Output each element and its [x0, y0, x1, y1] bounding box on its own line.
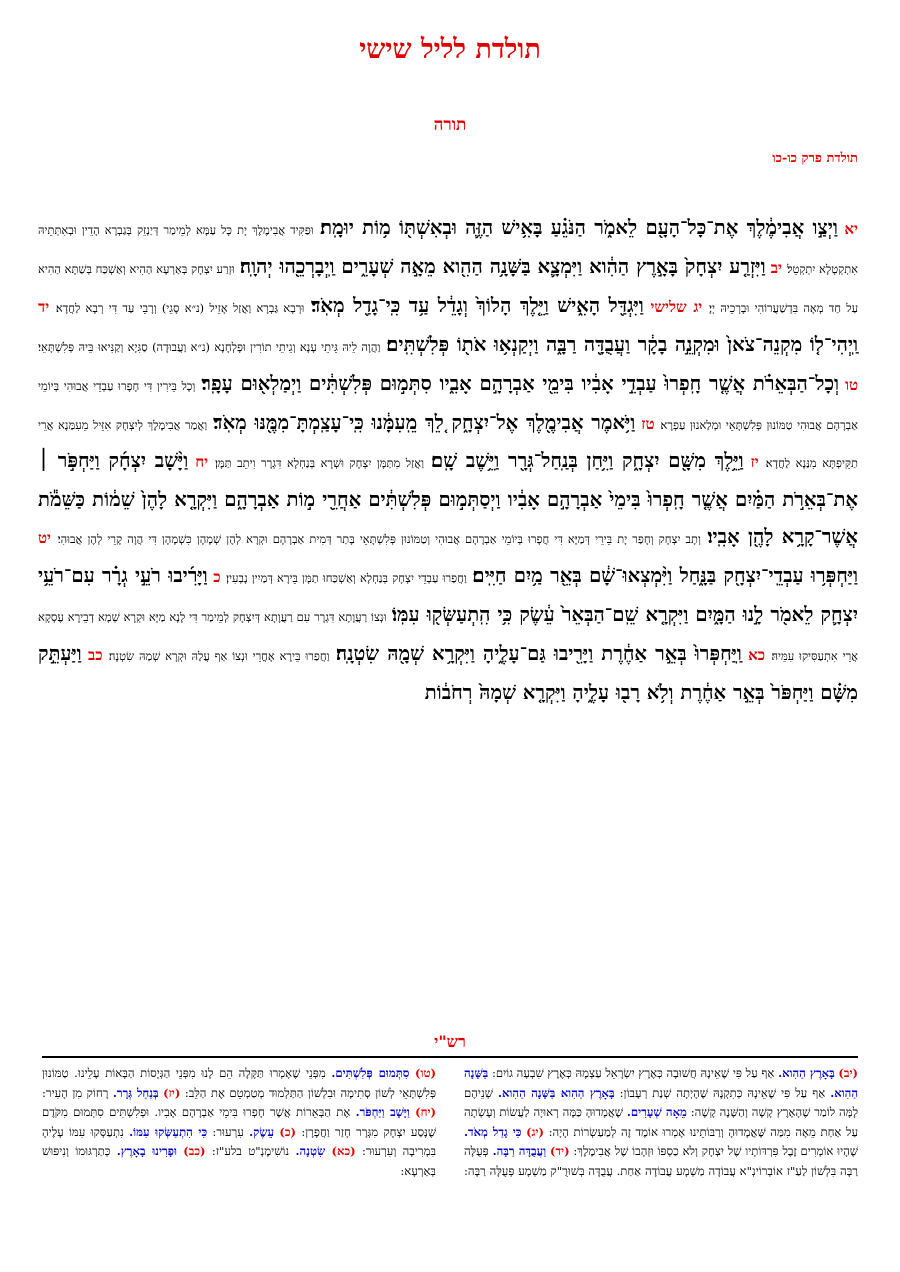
- onkelos-translation: וַהֲוָה לֵיהּ גֵּיתֵי עָנָא וְגֵיתֵי תוֹרִין וּפָלְחָנָא (נ״א וַעֲבוּדָה) סַגִּיָא וְקַנִּיאוּ בֵּיהּ פְּלִשְׁתָּאֵי׃: [38, 339, 381, 354]
- rashi-comment-text: פְּעֻלָּה רַבָּה בִּלְשׁוֹן לַעַ"ז אוֹבְרוֹינְ"א עֲבוֹדָה מַשְׁמָע עֲבוֹדָה אַחַת. עֲבֻדָּה בְּשׁוּרֻ"ק מַשְׁמָע פְּעֻלָּה רַבָּה:: [464, 1144, 858, 1178]
- verse: [208, 449, 759, 473]
- verse-text: וַיִּזְרַ֤ע יִצְחָק֙ בָּאָ֣רֶץ הַהִ֔וא וַיִּמְצָ֛א בַּשָּׁנָ֥ה הַהִ֖וא מֵאָ֣ה שְׁעָרִ֑ים וַֽיְבָרְכֵ֖הוּ יְהוָֽה׃: [239, 254, 766, 278]
- verse-number: יז: [750, 453, 759, 472]
- verse-text: וַיַּחְפְּר֥וּ עַבְדֵֽי־יִצְחָ֖ק בַּנָּ֑חַל וַיִּ֨מְצְאוּ־שָׁ֔ם בְּאֵ֖ר מַ֥יִם חַיִּֽים׃: [472, 564, 858, 588]
- rashi-comment-text: מִפְּנֵי שֶׁאָמְרוּ תַּקָּלָה הֵם לָנוּ מִפְּנֵי הַגְּיָסוֹת הַבָּאוֹת עָלֵינוּ. טַמּוֹנוּן פְּלִשְׁתָּאֵי לְשׁוֹן סְתִימָה וּבִלְשׁוֹן הַתַּלְמוּד מְטַמְטֵם אֶת הַלֵּב:: [42, 1066, 437, 1100]
- onkelos-translation: וְכָל בֵּירִין דִּי חָפָרוּ עַבְדֵי אֲבוּהִי בְּיוֹמֵי אַבְרָהָם אֲבוּהִי טַמּוֹנוּן פְּלִשְׁתָּאֵי וּמְלַאנוּן עַפְרָא׃: [38, 378, 859, 432]
- rashi-dibur-hamatchil: וּפָרִינוּ בָאָרֶץ.: [116, 1144, 177, 1159]
- torah-text: [38, 210, 858, 712]
- page-title: תולדת לליל שישי: [359, 34, 541, 65]
- rashi-dibur-hamatchil: בְּנַחַל גְּרָר.: [112, 1085, 159, 1100]
- rashi-verse-ref: (יח): [415, 1105, 437, 1120]
- rashi-paragraph: [42, 1064, 858, 1182]
- verse-number: כב: [88, 645, 103, 664]
- rashi-dibur-hamatchil: כִּי גָדַל מְאֹד.: [464, 1124, 522, 1139]
- rashi-comment-text: נִתְעַסְּקוּ עִמּוֹ עָלֶיהָ בִּמְרִיבָה וְעִרְעוּר:: [42, 1124, 437, 1159]
- rashi-comment-text: עִרְעוּר:: [212, 1124, 244, 1139]
- rashi-dibur-hamatchil: מֵאָה שְׁעָרִים.: [626, 1105, 687, 1120]
- verse-number: יח: [195, 453, 209, 472]
- verse-number: כ: [213, 568, 221, 587]
- rashi-dibur-hamatchil: כִּי הִתְעַשְּׂקוּ עִמּוֹ.: [129, 1124, 208, 1139]
- verse-number: יט: [38, 529, 51, 548]
- verse: [49, 293, 703, 317]
- rashi-comment-text: אַף עַל פִּי שֶׁאֵינָהּ חֲשׁוּבָה כְּאֶרֶץ יִשְׂרָאֵל עַצְמָהּ כְּאֶרֶץ שִׁבְעָה גוֹיִם:: [491, 1066, 775, 1080]
- rashi-verse-ref: (כא): [331, 1144, 356, 1159]
- divider: [42, 1056, 858, 1058]
- rashi-dibur-hamatchil: סִתְּמוּם פְּלִשְׁתִּים.: [331, 1066, 410, 1080]
- rashi-verse-ref: (יג): [526, 1124, 544, 1139]
- rashi-dibur-hamatchil: עֵשֶׂק.: [249, 1124, 275, 1139]
- rashi-dibur-hamatchil: בָּאָרֶץ הַהִוא בַּשָּׁנָה הַהִוא.: [497, 1085, 615, 1100]
- verse-number: יא: [844, 220, 858, 238]
- rashi-comment-text: שֶׁאֲמָדוּהָ כַּמָּה רְאוּיָה לַעֲשׂוֹת וְעָשְׂתָה עַל אַחַת מֵאָה מִמַּה שֶּׁאֲמָדוּהָ וְרַבּוֹתֵינוּ אָמְרוּ אוֹמֶד זֶה לְמַעַשְׂרוֹת הָיָה:: [464, 1105, 859, 1139]
- rashi-verse-ref: (כב): [183, 1144, 206, 1159]
- aliyah-marker: שלישי: [650, 297, 687, 316]
- section-title-torah: תורה: [433, 115, 467, 135]
- rashi-dibur-hamatchil: וַיָּשָׁב וַיַּחְפֹּר.: [355, 1105, 410, 1120]
- verse-text: וַיָּ֨שָׁב יִצְחָ֜ק וַיַּחְפֹּ֣ר ׀ אֶת־בְּאֵרֹ֣ת הַמַּ֗יִם אֲשֶׁ֤ר חָֽפְרוּ֙ בִּימֵי֙ אַבְרָהָ֣ם אָבִ֔יו וַיְסַתְּמ֣וּם פְּלִשְׁתִּ֔ים אַחֲרֵ֖י מ֣וֹת אַבְרָהָ֑ם וַיִּקְרָ֤א לָהֶן֙ שֵׁמ֔וֹת כַּשֵּׁמֹ֕ת אֲשֶׁר־קָרָ֥א לָהֶ֖ן אָבִֽיו׃: [38, 449, 859, 549]
- verse-text: וַיֹּ֥אמֶר אֲבִימֶ֖לֶךְ אֶל־יִצְחָ֑ק לֵ֚ךְ מֵֽעִמָּ֔נוּ כִּֽי־עָצַֽמְתָּ־מִמֶּ֖נּוּ מְאֹֽד׃: [213, 410, 636, 434]
- onkelos-translation: וּרְבָא גַּבְרָא וַאֲזַל אָזֵיל (נ״א סָגֵי) וְרָבֵי עַד דִּי רְבָא לַחֲדָא׃: [55, 300, 305, 315]
- verse-number: טז: [641, 414, 655, 433]
- rashi-comment-text: אֶת הַבְּאֵרוֹת אֲשֶׁר חָפְרוּ בִּימֵי אַבְרָהָם אָבִיו. וּפְלִשְׁתִּים סִתְּמוּם מִקֹּדֶם שֶׁנָּסַע יִצְחָק מִגְּרָר חָזַר וַחֲפָרָן:: [42, 1105, 437, 1139]
- rashi-verse-ref: (יז): [163, 1085, 181, 1100]
- verse-number: יד: [38, 297, 50, 316]
- rashi-verse-ref: (יב): [838, 1066, 859, 1080]
- rashi-comment-text: רָחוֹק מִן הָעִיר:: [42, 1085, 109, 1100]
- verse-number: יב: [770, 258, 782, 277]
- onkelos-translation: וַחֲפַרוּ עַבְדֵי יִצְחָק בְּנַחְלָא וְאַשְׁכַּחוּ תַמָּן בֵּירָא דְּמַיִין נָבְעִין׃: [226, 571, 467, 586]
- verse-text: וַיֵּ֥לֶךְ מִשָּׁ֖ם יִצְחָ֑ק וַיִּ֥חַן בְּנַֽחַל־גְּרָ֖ר וַיֵּ֥שֶׁב שָֽׁם׃: [431, 449, 744, 473]
- verse-text: וַֽיַּחְפְּרוּ֙ בְּאֵ֣ר אַחֶ֔רֶת וַיָּרִ֖יבוּ גַּם־עָלֶ֑יהָ וַיִּקְרָ֥א שְׁמָ֖הּ שִׂטְנָֽה׃: [335, 641, 742, 665]
- rashi-verse-ref: (כ): [279, 1124, 297, 1139]
- section-title-rashi: רש"י: [434, 1032, 466, 1051]
- verse-number: יג: [693, 297, 703, 316]
- rashi-comment-text: שְׁנֵיהֶם לָמָּה לוֹמַר שֶׁהָאָרֶץ קָשָׁה וְהַשָּׁנָה קָשָׁה:: [464, 1085, 859, 1120]
- onkelos-translation: וּזְרַע יִצְחָק בְּאַרְעָא הַהִיא וְאַשְׁכַּח בְּשַׁתָּא הַהִיא עַל חַד מְאָה בִּדְשַׁעֲרוֹהִי וּבָרְכֵיהּ יְיָ׃: [38, 261, 859, 315]
- rashi-dibur-hamatchil: בַּשָּׁנָה הַהִוא.: [464, 1066, 858, 1100]
- onkelos-translation: וַאֲזַל מִתַּמָּן יִצְחָק וּשְׁרָא בְּנַחְלָא דִּגְרָר וִיתֵב תַּמָּן׃: [215, 456, 424, 471]
- verse-text: וַיָּרִ֜יבוּ רֹעֵ֣י גְרָ֗ר עִם־רֹעֵ֥י יִצְחָ֛ק לֵאמֹ֖ר לָ֣נוּ הַמָּ֑יִם וַיִּקְרָ֤א שֵֽׁם־הַבְּאֵר֙ עֵ֔שֶׂק כִּ֥י הִֽתְעַשְּׂק֖וּ עִמּֽוֹ׃: [38, 564, 858, 627]
- chapter-reference: תולדת פרק כו-כו: [772, 151, 858, 166]
- rashi-commentary: [42, 1064, 858, 1182]
- verse-text: וַֽיְהִי־ל֤וֹ מִקְנֵה־צֹאן֙ וּמִקְנֵ֣ה בָקָ֔ר וַעֲבֻדָּ֖ה רַבָּ֑ה וַיְקַנְא֥וּ אֹת֖וֹ פְּלִשְׁתִּֽים׃: [386, 332, 859, 356]
- verse-text: וַיִּגְדַּ֖ל הָאִ֑ישׁ וַיֵּ֤לֶךְ הָלוֹךְ֙ וְגָדֵ֔ל עַ֥ד כִּֽי־גָדַ֖ל מְאֹֽד׃: [310, 293, 644, 317]
- rashi-verse-ref: (טו): [415, 1066, 436, 1080]
- verse-text: וְכָל־הַבְּאֵרֹ֗ת אֲשֶׁ֤ר חָֽפְרוּ֙ עַבְדֵ֣י אָבִ֔יו בִּימֵ֖י אַבְרָהָ֣ם אָבִ֑יו סִתְּמ֣וּם פְּלִשְׁתִּ֔ים וַיְמַלְא֖וּם עָפָֽר׃: [201, 371, 840, 395]
- rashi-comment-text: נוֹשִׁימֶנְ"ט בלע"ז:: [211, 1144, 290, 1159]
- rashi-comment-text: אַף עַל פִּי שֶׁאֵינָהּ כְּתִקְנָהּ שֶׁהָיְתָה שְׁנַת רְעָבוֹן:: [619, 1085, 826, 1100]
- rashi-comment-text: שֶׁהָיוּ אוֹמְרִים זֶבֶל פִּרְדּוֹתָיו שֶׁל יִצְחָק וְלֹא כַסְפּוֹ וּזְהָבוֹ שֶׁל אֲבִימֶלֶךְ:: [573, 1144, 859, 1159]
- onkelos-translation: וּנְצוֹ רַעֲוָתָא דִּגְרָר עִם רַעֲוָתָא דְּיִצְחָק לְמֵימַר דִּי לָנָא מַיָּא וּקְרָא שְׁמָא דְבֵירָא עֶסְקָא אֲרֵי אִתְעַסִּיקוּ עִמֵּיהּ׃: [38, 610, 858, 663]
- verse-number: טו: [845, 375, 859, 394]
- onkelos-translation: וַאֲמַר אֲבִימֶלֶךְ לְיִצְחָק אִזֵּיל מֵעִמַּנָא אֲרֵי תַקֵּיפְתָּא מִנַּנָא לַחֲדָא׃: [38, 417, 858, 471]
- rashi-dibur-hamatchil: וַעֲבֻדָּה רַבָּה.: [492, 1144, 547, 1159]
- onkelos-translation: וְתָב יִצְחָק וְחָפַר יָת בֵּירֵי דְּמַיָּא דִּי חֲפָרוּ בְּיוֹמֵי אַבְרָהָם אֲבוּהִי וְטַמּוֹנוּן פְּלִשְׁתָּאֵי בָּתַר דְּמִית אַבְרָהָם וּקְרָא לְהֶן שְׁמָהָן כִּשְׁמָהָן דִּי הֲוָה קָרֵי לְהֶן אֲבוּהִי׃: [57, 532, 701, 547]
- onkelos-translation: וַחֲפַרוּ בֵּירָא אָחֳרֵי וּנְצוֹ אַף עֲלַהּ וּקְרָא שְׁמַהּ שִׂטְנָה׃: [108, 648, 330, 663]
- verse-number: כא: [748, 645, 766, 664]
- verse-text: וַיַּעְתֵּ֣ק מִשָּׁ֗ם וַיַּחְפֹּר֙ בְּאֵ֣ר אַחֶ֔רֶת וְלֹ֥א רָב֖וּ עָלֶ֑יהָ וַיִּקְרָ֤א שְׁמָהּ֙ רְחֹב֔וֹת: [38, 641, 858, 704]
- onkelos-translation: וּפַקִּיד אֲבִימֶלֶךְ יָת כָּל עַמָּא לְמֵימַר דְּיַנְזֵק בְּגַבְרָא הָדֵין וּבְאִתְּתֵיהּ אִתְקְטָלָא יִתְקְטֵל׃: [38, 223, 858, 276]
- verse-text: וַיְצַ֣ו אֲבִימֶ֔לֶךְ אֶת־כָּל־הָעָ֖ם לֵאמֹ֑ר הַנֹּגֵ֗עַ בָּאִ֥ישׁ הַזֶּ֛ה וּבְאִשְׁתּ֖וֹ מ֥וֹת יוּמָֽת׃: [320, 216, 838, 239]
- rashi-comment-text: כְּתַרְגּוּמוֹ וְנִיפּוּשׁ בְּאַרְעָא:: [42, 1144, 436, 1178]
- rashi-dibur-hamatchil: שִׂטְנָה.: [295, 1144, 326, 1159]
- rashi-dibur-hamatchil: בָּאָרֶץ הַהִוא.: [778, 1066, 835, 1080]
- verse: [103, 641, 766, 665]
- rashi-verse-ref: (יד): [549, 1144, 570, 1159]
